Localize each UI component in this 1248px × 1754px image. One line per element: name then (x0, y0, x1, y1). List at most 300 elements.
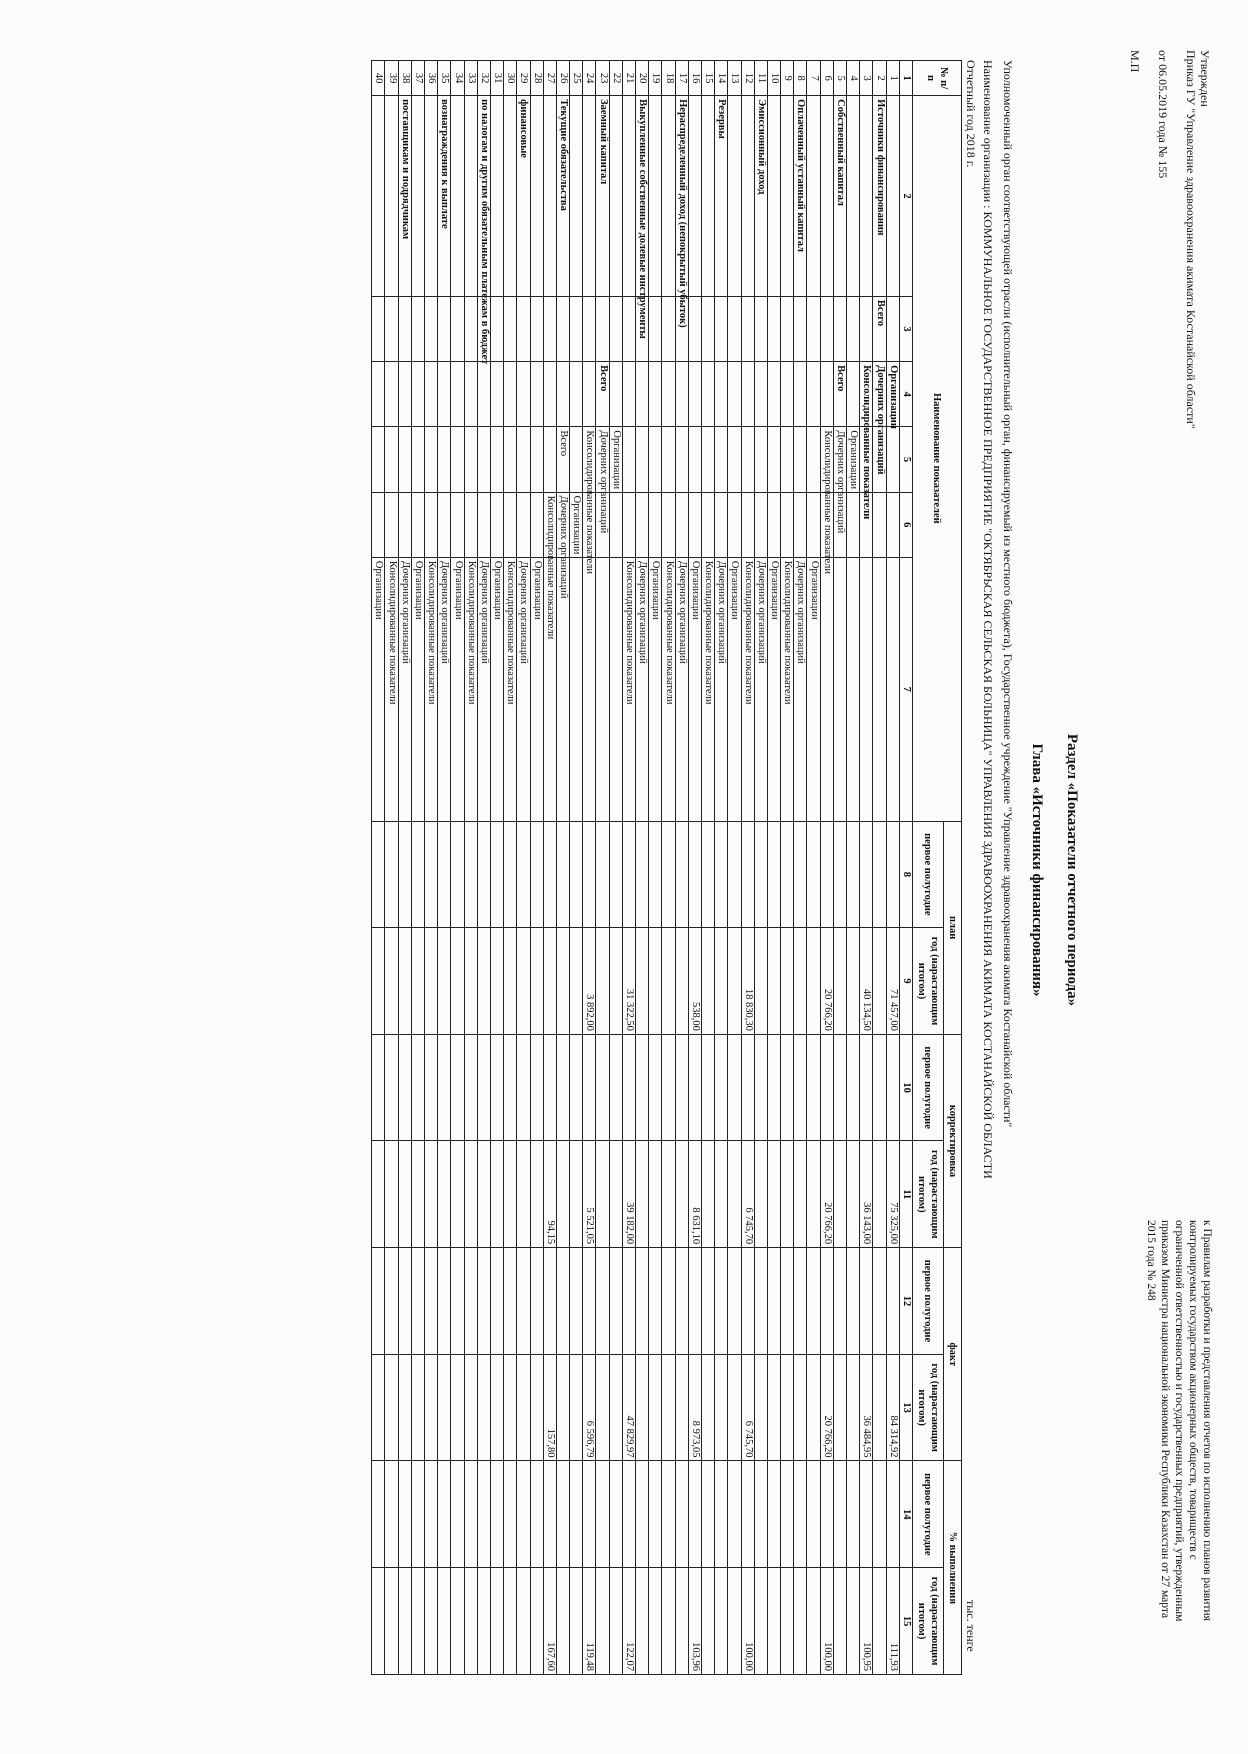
value-cell (741, 1034, 754, 1141)
indicator-name: финансовые (517, 96, 530, 297)
row-number: 36 (425, 61, 438, 96)
value-cell (491, 1141, 504, 1248)
value-cell (860, 1248, 873, 1355)
value-cell (636, 1034, 649, 1141)
value-cell (675, 1461, 688, 1568)
row-number: 4 (847, 61, 860, 96)
indicator-name (517, 362, 530, 427)
indicator-name (886, 96, 899, 297)
header-half: первое полугодие (913, 821, 944, 928)
value-cell (860, 1034, 873, 1141)
indicator-name (702, 362, 715, 427)
indicator-name (886, 557, 899, 821)
table-row (438, 61, 451, 1675)
indicator-name (847, 96, 860, 297)
table-row (372, 61, 385, 1675)
value-cell (794, 1034, 807, 1141)
value-cell: 100,00 (741, 1568, 754, 1675)
indicator-name (675, 362, 688, 427)
value-cell (398, 1034, 411, 1141)
indicator-name (781, 427, 794, 492)
value-cell (873, 1354, 886, 1461)
indicator-name: Заемный капитал (596, 96, 609, 297)
value-cell (807, 928, 820, 1035)
value-cell (702, 1461, 715, 1568)
value-cell (807, 1354, 820, 1461)
value-cell: 31 322,50 (622, 928, 635, 1035)
indicator-name (873, 557, 886, 821)
document-sheet (35, 20, 1230, 1720)
appendix-line: к Правилам разработки и представления отчетов по исполнению планов развития (1201, 1220, 1213, 1621)
value-cell (543, 928, 556, 1035)
header-year: год (нарастающим итогом) (913, 928, 944, 1035)
indicator-name (425, 492, 438, 557)
indicator-name: Дочерних организаций (398, 557, 411, 821)
value-cell: 84 314,92 (886, 1354, 899, 1461)
indicator-name: Консолидированные показатели (781, 557, 794, 821)
value-cell (675, 1141, 688, 1248)
indicator-name (728, 96, 741, 297)
value-cell (504, 1141, 517, 1248)
value-cell (715, 1354, 728, 1461)
indicator-name (767, 492, 780, 557)
value-cell (636, 1248, 649, 1355)
indicator-name (688, 96, 701, 297)
indicator-name: Источники финансирования (873, 96, 886, 297)
value-cell (715, 1034, 728, 1141)
value-cell (820, 1248, 833, 1355)
table-row (451, 61, 464, 1675)
value-cell (398, 821, 411, 928)
table-row (833, 61, 846, 1675)
value-cell (411, 1568, 424, 1675)
indicator-name: Консолидированные показатели (385, 557, 398, 821)
value-cell (596, 821, 609, 928)
appendix-line: приказом Министра национальной экономики Республики Казахстан от 27 марта (1159, 1220, 1171, 1619)
value-cell (754, 821, 767, 928)
value-cell (794, 928, 807, 1035)
value-cell (504, 821, 517, 928)
indicator-name (596, 557, 609, 821)
indicator-name (715, 296, 728, 361)
indicator-name: Консолидированные показатели (741, 557, 754, 821)
value-cell: 20 766,20 (820, 928, 833, 1035)
value-cell (504, 1034, 517, 1141)
indicator-name (767, 96, 780, 297)
value-cell (833, 1248, 846, 1355)
row-number: 9 (781, 61, 794, 96)
indicator-name (583, 296, 596, 361)
value-cell (425, 1034, 438, 1141)
value-cell (438, 1461, 451, 1568)
indicator-name (820, 296, 833, 361)
value-cell (570, 1354, 583, 1461)
indicator-name (398, 296, 411, 361)
indicator-name (622, 96, 635, 297)
column-number: 5 (899, 427, 912, 492)
value-cell (662, 1248, 675, 1355)
value-cell (491, 1034, 504, 1141)
indicator-name: по налогам и другим обязательным платежам в бюджет (477, 96, 490, 297)
table-row (688, 61, 701, 1675)
indicator-name (715, 492, 728, 557)
value-cell (636, 1354, 649, 1461)
indicator-name (728, 492, 741, 557)
value-cell (622, 1461, 635, 1568)
value-cell (438, 1354, 451, 1461)
value-cell (411, 1034, 424, 1141)
indicator-name (807, 296, 820, 361)
value-cell (688, 821, 701, 928)
row-number: 21 (622, 61, 635, 96)
indicator-name (886, 427, 899, 492)
value-cell (636, 1461, 649, 1568)
indicator-name (464, 296, 477, 361)
value-cell (372, 1034, 385, 1141)
value-cell (728, 1141, 741, 1248)
indicator-name (741, 427, 754, 492)
value-cell (702, 1568, 715, 1675)
value-cell (794, 1354, 807, 1461)
indicator-name (662, 296, 675, 361)
indicator-name (860, 296, 873, 361)
value-cell (504, 928, 517, 1035)
indicator-name: Нераспределенный доход (непокрытый убыток) (675, 96, 688, 297)
indicator-name (741, 492, 754, 557)
value-cell (715, 928, 728, 1035)
value-cell (372, 1141, 385, 1248)
indicator-name (491, 492, 504, 557)
value-cell (504, 1461, 517, 1568)
value-cell (675, 1354, 688, 1461)
indicator-name (702, 427, 715, 492)
row-number: 37 (411, 61, 424, 96)
table-row (636, 61, 649, 1675)
value-cell (754, 1248, 767, 1355)
indicator-name (517, 296, 530, 361)
value-cell (464, 1141, 477, 1248)
value-cell (728, 1568, 741, 1675)
indicator-name (464, 96, 477, 297)
indicator-name (622, 492, 635, 557)
value-cell (530, 1461, 543, 1568)
indicator-name (543, 296, 556, 361)
value-cell: 75 325,00 (886, 1141, 899, 1248)
value-cell (649, 1034, 662, 1141)
value-cell (715, 1248, 728, 1355)
indicator-name: Дочерних организаций (596, 427, 609, 492)
indicator-name (543, 427, 556, 492)
value-cell (702, 1248, 715, 1355)
row-number: 29 (517, 61, 530, 96)
value-cell (754, 1568, 767, 1675)
value-cell (570, 1568, 583, 1675)
indicator-name (530, 492, 543, 557)
value-cell (715, 1461, 728, 1568)
indicator-name (781, 492, 794, 557)
value-cell (451, 1354, 464, 1461)
value-cell (715, 1141, 728, 1248)
value-cell (675, 1034, 688, 1141)
value-cell (873, 1141, 886, 1248)
appendix-line: контролируемых государством акционерных обществ, товариществ с (1187, 1220, 1199, 1560)
value-cell (662, 1141, 675, 1248)
row-number: 22 (609, 61, 622, 96)
indicator-name (649, 427, 662, 492)
header-fact: факт (944, 1248, 962, 1461)
value-cell (754, 1034, 767, 1141)
value-cell (530, 1141, 543, 1248)
indicator-name: Организации (530, 557, 543, 821)
value-cell (649, 1248, 662, 1355)
value-cell (491, 1461, 504, 1568)
value-cell (477, 1354, 490, 1461)
table-row (873, 61, 886, 1675)
value-cell (675, 1248, 688, 1355)
indicator-name: Дочерних организаций (675, 557, 688, 821)
appendix-line: 2015 года № 248 (1145, 1220, 1157, 1301)
value-cell (583, 1248, 596, 1355)
row-number: 23 (596, 61, 609, 96)
value-cell (570, 821, 583, 928)
indicator-name (425, 296, 438, 361)
indicator-name: Организации (807, 557, 820, 821)
table-row (517, 61, 530, 1675)
indicator-name (833, 296, 846, 361)
value-cell: 111,93 (886, 1568, 899, 1675)
row-number: 17 (675, 61, 688, 96)
indicator-name (491, 96, 504, 297)
value-cell (491, 1568, 504, 1675)
value-cell (688, 1461, 701, 1568)
column-number: 10 (899, 1034, 912, 1141)
value-cell: 39 182,00 (622, 1141, 635, 1248)
value-cell (477, 928, 490, 1035)
column-number: 3 (899, 296, 912, 361)
value-cell (649, 1141, 662, 1248)
indicator-name: Организации (411, 557, 424, 821)
row-number: 13 (728, 61, 741, 96)
row-number: 35 (438, 61, 451, 96)
value-cell (411, 821, 424, 928)
indicator-name (754, 492, 767, 557)
indicator-name (398, 427, 411, 492)
indicator-name: Консолидированные показатели (543, 492, 556, 557)
value-cell (596, 1141, 609, 1248)
value-cell (385, 1568, 398, 1675)
indicator-name: Дочерних организаций (477, 557, 490, 821)
table-row (715, 61, 728, 1675)
value-cell (504, 1248, 517, 1355)
row-number: 40 (372, 61, 385, 96)
organization-line: Наименование организации : КОММУНАЛЬНОЕ ГОСУДАРСТВЕННОЕ ПРЕДПРИЯТИЕ "ОКТЯБРЬСКАЯ СЕЛЬСКАЯ БОЛЬНИЦА" УПРАВЛЕНИЯ ЗДРАВООХРАНЕНИЯ АКИМАТА КОСТАНАЙСКОЙ ОБЛАСТИ (981, 60, 995, 1179)
table-row (662, 61, 675, 1675)
value-cell (794, 821, 807, 928)
column-number: 9 (899, 928, 912, 1035)
table-row (411, 61, 424, 1675)
value-cell (596, 1248, 609, 1355)
table-row (675, 61, 688, 1675)
indicator-name (530, 362, 543, 427)
value-cell: 18 830,30 (741, 928, 754, 1035)
value-cell (767, 1461, 780, 1568)
value-cell (781, 928, 794, 1035)
row-number: 1 (886, 61, 899, 96)
indicator-name (728, 296, 741, 361)
indicator-name (847, 557, 860, 821)
value-cell (411, 928, 424, 1035)
section-title: Раздел «Показатели отчетного периода» (1064, 733, 1080, 1007)
value-cell (609, 1354, 622, 1461)
value-cell (702, 1354, 715, 1461)
indicator-name (662, 362, 675, 427)
value-cell (886, 821, 899, 928)
table-row (425, 61, 438, 1675)
indicator-name (794, 427, 807, 492)
value-cell (886, 1034, 899, 1141)
value-cell (596, 1461, 609, 1568)
indicator-name (636, 427, 649, 492)
table-row (728, 61, 741, 1675)
indicator-name (807, 362, 820, 427)
value-cell (833, 1568, 846, 1675)
indicator-name: Организации (491, 557, 504, 821)
value-cell (609, 1034, 622, 1141)
indicator-name (794, 362, 807, 427)
row-number: 20 (636, 61, 649, 96)
value-cell (860, 821, 873, 928)
indicator-name: Организации (372, 557, 385, 821)
value-cell (530, 1568, 543, 1675)
indicator-name (385, 492, 398, 557)
table-row (385, 61, 398, 1675)
indicator-name: Дочерних организаций (794, 557, 807, 821)
indicator-name: Всего (873, 296, 886, 361)
value-cell (464, 1461, 477, 1568)
value-cell (425, 928, 438, 1035)
indicator-name (847, 362, 860, 427)
table-row (504, 61, 517, 1675)
chapter-title: Глава «Источники финансирования» (1029, 743, 1045, 997)
value-cell (767, 1034, 780, 1141)
value-cell (767, 1354, 780, 1461)
value-cell (662, 1034, 675, 1141)
value-cell (411, 1248, 424, 1355)
indicator-name: Организации (886, 362, 899, 427)
value-cell (530, 1034, 543, 1141)
column-number: 1 (899, 61, 912, 96)
value-cell (556, 1034, 569, 1141)
value-cell (754, 1354, 767, 1461)
value-cell (847, 1461, 860, 1568)
value-cell (702, 1141, 715, 1248)
row-number: 6 (820, 61, 833, 96)
value-cell (662, 1568, 675, 1675)
indicator-name: поставщикам и подрядчикам (398, 96, 411, 297)
value-cell (728, 821, 741, 928)
indicator-name (570, 96, 583, 297)
value-cell (464, 928, 477, 1035)
indicator-name (609, 557, 622, 821)
table-row (807, 61, 820, 1675)
indicator-name (794, 296, 807, 361)
value-cell: 8 631,10 (688, 1141, 701, 1248)
column-number: 12 (899, 1248, 912, 1355)
indicator-name (622, 427, 635, 492)
value-cell: 6 745,70 (741, 1354, 754, 1461)
reporting-period: Отчетный год 2018 г. (964, 60, 978, 168)
indicator-name (477, 492, 490, 557)
value-cell (477, 821, 490, 928)
value-cell (847, 1354, 860, 1461)
indicator-name: Дочерних организаций (873, 362, 886, 427)
value-cell (451, 1568, 464, 1675)
indicator-name (833, 557, 846, 821)
value-cell (636, 928, 649, 1035)
indicator-name (860, 557, 873, 821)
header-name: Наименование показателей (913, 96, 962, 821)
value-cell: 3 892,00 (583, 928, 596, 1035)
row-number: 28 (530, 61, 543, 96)
value-cell (385, 1141, 398, 1248)
table-row (583, 61, 596, 1675)
value-cell: 6 745,70 (741, 1141, 754, 1248)
indicator-name (372, 427, 385, 492)
value-cell (820, 1461, 833, 1568)
header-year: год (нарастающим итогом) (913, 1568, 944, 1675)
indicator-name (807, 96, 820, 297)
value-cell (728, 928, 741, 1035)
approval-block (1128, 50, 1212, 429)
header-num: № п/п (913, 61, 962, 96)
value-cell (398, 1461, 411, 1568)
value-cell (715, 1568, 728, 1675)
indicator-name: Дочерних организаций (715, 557, 728, 821)
indicator-name (847, 296, 860, 361)
value-cell (649, 821, 662, 928)
value-cell (504, 1568, 517, 1675)
indicator-name (688, 492, 701, 557)
column-number: 11 (899, 1141, 912, 1248)
value-cell: 20 766,20 (820, 1354, 833, 1461)
indicator-name (662, 427, 675, 492)
row-number: 19 (649, 61, 662, 96)
value-cell (847, 1248, 860, 1355)
value-cell (807, 1568, 820, 1675)
value-cell (570, 928, 583, 1035)
indicator-name (451, 296, 464, 361)
indicator-name (385, 296, 398, 361)
indicator-name: Выкупленные собственные долевые инструменты (636, 96, 649, 297)
value-cell (464, 1568, 477, 1675)
table-row (794, 61, 807, 1675)
indicator-name (477, 427, 490, 492)
indicator-name (372, 362, 385, 427)
indicator-name: Эмиссионный доход (754, 96, 767, 297)
table-row (781, 61, 794, 1675)
value-cell (754, 1141, 767, 1248)
indicator-name (702, 96, 715, 297)
row-number: 24 (583, 61, 596, 96)
value-cell (385, 821, 398, 928)
value-cell (741, 821, 754, 928)
row-number: 33 (464, 61, 477, 96)
value-cell (847, 1568, 860, 1675)
indicator-name: Дочерних организаций (556, 492, 569, 557)
value-cell (702, 928, 715, 1035)
value-cell (372, 928, 385, 1035)
indicator-name (570, 362, 583, 427)
